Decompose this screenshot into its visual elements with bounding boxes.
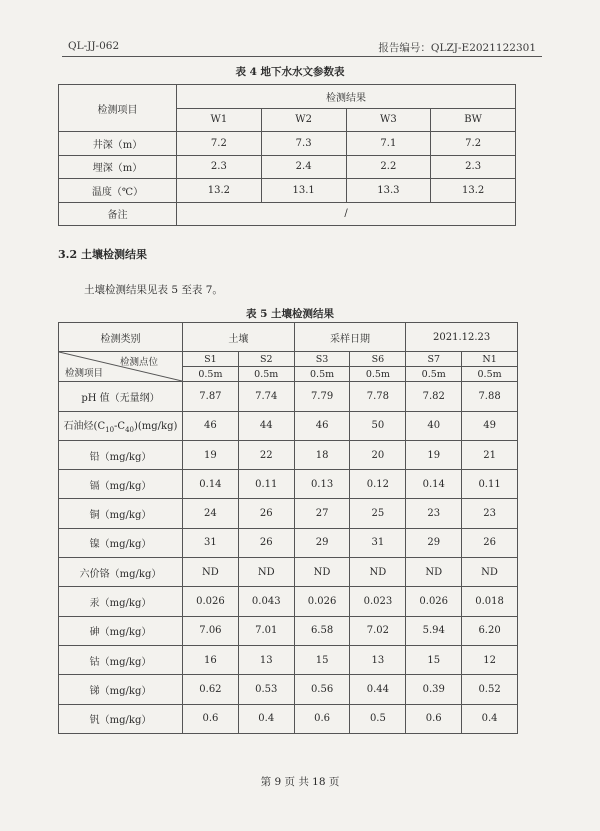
- table-cell: 19: [183, 440, 239, 469]
- table-cell: 46: [294, 411, 350, 440]
- table-cell: 15: [406, 645, 462, 674]
- row-label-part: -C: [114, 421, 126, 433]
- table-cell: 7.79: [294, 382, 350, 411]
- remark-value: /: [177, 202, 516, 226]
- table-cell: 13.1: [261, 179, 346, 203]
- row-label: 铜（mg/kg）: [59, 499, 183, 528]
- table-cell: 0.14: [406, 470, 462, 499]
- row-label: 钴（mg/kg）: [59, 645, 183, 674]
- table-row: [59, 704, 518, 733]
- table-cell: 0.6: [294, 704, 350, 733]
- table-cell: 7.06: [183, 616, 239, 645]
- table-cell: 24: [183, 499, 239, 528]
- table-cell: 2.4: [261, 155, 346, 179]
- depth-cell: 0.5m: [294, 367, 350, 382]
- row-label-part: 石油烃(C: [63, 421, 106, 433]
- table-cell: 0.62: [183, 675, 239, 704]
- result-header: 检测结果: [177, 85, 516, 109]
- table-cell: 0.026: [183, 587, 239, 616]
- table-cell: 26: [462, 528, 518, 557]
- table-cell: 0.026: [406, 587, 462, 616]
- table-cell: 13.2: [431, 179, 516, 203]
- table-cell: 2.2: [346, 155, 431, 179]
- table-row: [59, 558, 518, 587]
- table-cell: 6.20: [462, 616, 518, 645]
- table-row: [59, 645, 518, 674]
- table-row: [59, 155, 516, 179]
- depth-cell: 0.5m: [406, 367, 462, 382]
- row-label: pH 值（无量纲）: [59, 382, 183, 411]
- doc-code: QL-JJ-062: [68, 40, 120, 52]
- table-row: [59, 528, 518, 557]
- table-cell: 0.44: [350, 675, 406, 704]
- table-cell: 0.023: [350, 587, 406, 616]
- table-cell: 0.12: [350, 470, 406, 499]
- table5-caption: 表 5 土壤检测结果: [245, 308, 335, 320]
- table-cell: 0.4: [238, 704, 294, 733]
- table-row: [59, 323, 518, 352]
- groundwater-table: [58, 84, 516, 226]
- row-label: 温度（℃）: [59, 179, 177, 203]
- table-cell: 0.4: [462, 704, 518, 733]
- table-cell: 21: [462, 440, 518, 469]
- table-cell: 49: [462, 411, 518, 440]
- table-cell: 0.6: [183, 704, 239, 733]
- table-row: [59, 132, 516, 156]
- table-cell: 44: [238, 411, 294, 440]
- table-cell: 0.6: [406, 704, 462, 733]
- table-cell: 31: [183, 528, 239, 557]
- point-header: S6: [350, 352, 406, 367]
- table-cell: 7.2: [177, 132, 262, 156]
- table-cell: ND: [183, 558, 239, 587]
- table-cell: 13: [238, 645, 294, 674]
- row-label: 埋深（m）: [59, 155, 177, 179]
- remark-label: 备注: [59, 202, 177, 226]
- table-row: [59, 587, 518, 616]
- table-cell: 0.14: [183, 470, 239, 499]
- row-label-part: 10: [105, 426, 115, 435]
- table-cell: 23: [462, 499, 518, 528]
- diagonal-header: [59, 352, 183, 382]
- table-cell: ND: [406, 558, 462, 587]
- table-cell: 2.3: [431, 155, 516, 179]
- table-cell: 0.026: [294, 587, 350, 616]
- column-header: W1: [177, 108, 262, 132]
- table-cell: 7.2: [431, 132, 516, 156]
- table-cell: 16: [183, 645, 239, 674]
- depth-cell: 0.5m: [350, 367, 406, 382]
- row-label-part: )(mg/kg): [134, 421, 178, 433]
- row-label: 砷（mg/kg）: [59, 616, 183, 645]
- table-row: [59, 675, 518, 704]
- point-header: N1: [462, 352, 518, 367]
- row-label: 镉（mg/kg）: [59, 470, 183, 499]
- table-cell: ND: [238, 558, 294, 587]
- table-cell: 46: [183, 411, 239, 440]
- table-cell: 0.11: [238, 470, 294, 499]
- table-cell: 7.02: [350, 616, 406, 645]
- header-rule: [62, 56, 542, 57]
- table4-caption: 表 4 地下水水文参数表: [235, 66, 345, 78]
- soil-rows: [59, 382, 518, 734]
- table-cell: 12: [462, 645, 518, 674]
- table-row: [59, 179, 516, 203]
- table-row: [59, 411, 518, 440]
- table-row: [59, 85, 516, 109]
- row-label: 钒（mg/kg）: [59, 704, 183, 733]
- table-cell: 2.3: [177, 155, 262, 179]
- table-cell: 25: [350, 499, 406, 528]
- table-cell: 7.74: [238, 382, 294, 411]
- table-cell: 29: [294, 528, 350, 557]
- table-row: [59, 202, 516, 226]
- point-header: S7: [406, 352, 462, 367]
- row-label: 六价铬（mg/kg）: [59, 558, 183, 587]
- table-cell: 13.3: [346, 179, 431, 203]
- table-cell: 19: [406, 440, 462, 469]
- table-cell: 7.1: [346, 132, 431, 156]
- table-cell: 0.018: [462, 587, 518, 616]
- table-row: [59, 470, 518, 499]
- table-cell: 7.82: [406, 382, 462, 411]
- point-header: S1: [183, 352, 239, 367]
- table-cell: 0.56: [294, 675, 350, 704]
- row-label: 镍（mg/kg）: [59, 528, 183, 557]
- report-number: 报告编号：QLZJ-E2021122301: [378, 42, 536, 54]
- table-cell: 0.52: [462, 675, 518, 704]
- table-cell: ND: [462, 558, 518, 587]
- table-cell: 26: [238, 499, 294, 528]
- column-header: W3: [346, 108, 431, 132]
- table-cell: 50: [350, 411, 406, 440]
- row-label: 铅（mg/kg）: [59, 440, 183, 469]
- table-cell: 0.53: [238, 675, 294, 704]
- table-row: [59, 616, 518, 645]
- section-title: 3.2 土壤检测结果: [58, 248, 147, 261]
- table-cell: 31: [350, 528, 406, 557]
- table-cell: 27: [294, 499, 350, 528]
- section-paragraph: 土壤检测结果见表 5 至表 7。: [84, 284, 223, 296]
- row-label: [59, 411, 183, 440]
- point-header: S3: [294, 352, 350, 367]
- date-label: 采样日期: [294, 323, 406, 352]
- row-label-part: 40: [125, 426, 134, 435]
- date-value: 2021.12.23: [406, 323, 518, 352]
- table-cell: ND: [350, 558, 406, 587]
- column-header: BW: [431, 108, 516, 132]
- depth-cell: 0.5m: [183, 367, 239, 382]
- table-cell: 0.5: [350, 704, 406, 733]
- depth-cell: 0.5m: [462, 367, 518, 382]
- table-cell: 26: [238, 528, 294, 557]
- row-label: 锑（mg/kg）: [59, 675, 183, 704]
- category-value: 土壤: [183, 323, 295, 352]
- column-header: W2: [261, 108, 346, 132]
- table-row: [59, 352, 518, 367]
- table-cell: 0.13: [294, 470, 350, 499]
- table-cell: 0.11: [462, 470, 518, 499]
- table-cell: 13: [350, 645, 406, 674]
- item-label: 检测项目: [65, 368, 104, 380]
- table-row: [59, 440, 518, 469]
- category-label: 检测类别: [59, 323, 183, 352]
- table-cell: 13.2: [177, 179, 262, 203]
- soil-table: [58, 322, 518, 734]
- table-cell: 20: [350, 440, 406, 469]
- row-label: 汞（mg/kg）: [59, 587, 183, 616]
- table-row: [59, 382, 518, 411]
- table-cell: 7.78: [350, 382, 406, 411]
- depth-cell: 0.5m: [238, 367, 294, 382]
- item-header: 检测项目: [59, 85, 177, 132]
- table-cell: 18: [294, 440, 350, 469]
- table-cell: 0.043: [238, 587, 294, 616]
- table-cell: 22: [238, 440, 294, 469]
- table-cell: 7.01: [238, 616, 294, 645]
- table-cell: 15: [294, 645, 350, 674]
- row-label: 井深（m）: [59, 132, 177, 156]
- table-cell: 7.87: [183, 382, 239, 411]
- table-cell: 0.39: [406, 675, 462, 704]
- table-cell: 29: [406, 528, 462, 557]
- point-header: S2: [238, 352, 294, 367]
- table-cell: 7.3: [261, 132, 346, 156]
- table-cell: ND: [294, 558, 350, 587]
- table-cell: 40: [406, 411, 462, 440]
- page-footer: 第 9 页 共 18 页: [260, 776, 340, 788]
- table-cell: 5.94: [406, 616, 462, 645]
- point-label: 检测点位: [119, 357, 158, 369]
- table-row: [59, 499, 518, 528]
- table-cell: 7.88: [462, 382, 518, 411]
- table-cell: 23: [406, 499, 462, 528]
- table-cell: 6.58: [294, 616, 350, 645]
